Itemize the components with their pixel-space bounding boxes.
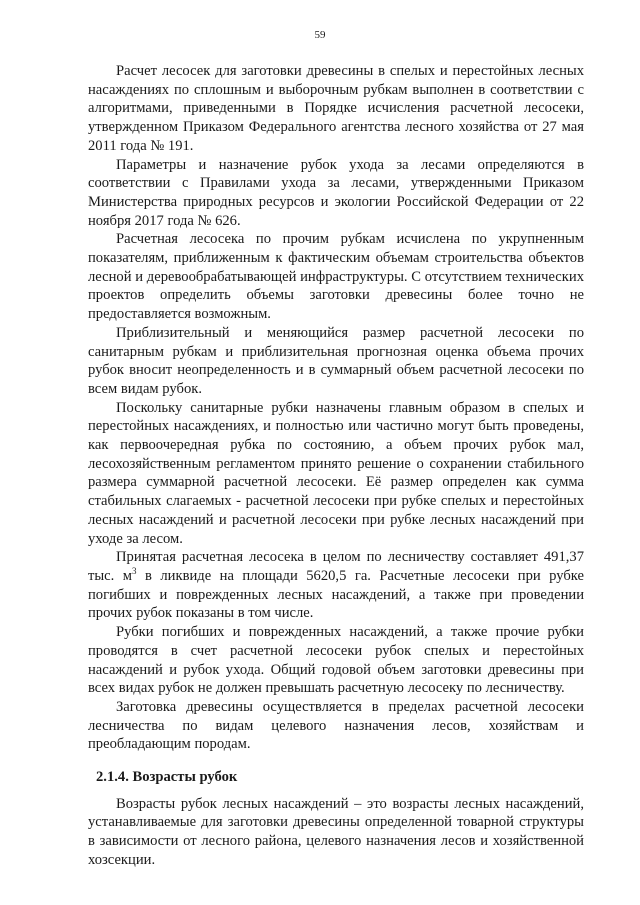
paragraph-care-felling-parameters: Параметры и назначение рубок ухода за лесами определяются в соответствии с Правилами ухода за лесами, утвержденными Приказом Министерства природных ресурсов и экологии Российской Федерации от 22 ноября 2017 года № 626. — [88, 156, 584, 229]
section-heading: 2.1.4. Возрасты рубок — [96, 769, 238, 786]
paragraph-stable-size: Поскольку санитарные рубки назначены главным образом в спелых и перестойных насаждениях, и полностью или частично могут быть проведены, как первоочередная рубка по состоянию, а объем прочих рубок мал, лесохозяйственным регламентом принято решение о сохранении стабильного размера суммарной расчетной лесосеки. Её размер определен как сумма стабильных слагаемых - расчетной лесосеки при рубке спелых и перестойных лесных насаждений и расчетной лесосеки при рубке лесных насаждений при уходе за лесом. — [88, 399, 584, 547]
paragraph-harvest-limits: Заготовка древесины осуществляется в пределах расчетной лесосеки лесничества по видам целевого назначения лесов, хозяйствам и преобладающим породам. — [88, 698, 584, 753]
volume-text-before: Принятая расчетная лесосека в целом по лесничеству составляет 491,37 тыс. м — [88, 549, 584, 584]
paragraph-lesoseka-calculation: Расчет лесосек для заготовки древесины в спелых и перестойных лесных насаждениях по сплошным и выборочным рубкам выполнен в соответствии с алгоритмами, приведенными в Порядке исчисления расчетной лесосеки, утвержденном Приказом Федерального агентства лесного хозяйства от 27 мая 2011 года № 191. — [88, 63, 584, 154]
volume-unit-superscript: 3 — [132, 566, 137, 577]
paragraph-accepted-volume — [88, 548, 584, 623]
paragraph-other-felling: Расчетная лесосека по прочим рубкам исчислена по укрупненным показателям, приближенным к фактическим объемам строительства объектов лесной и деревообрабатывающей инфраструктуры. С отсутствием технических проектов определить объемы заготовки древесины более точно не предоставляется возможным. — [88, 231, 584, 323]
paragraph-damaged-stands: Рубки погибших и поврежденных насаждений, а также прочие рубки проводятся в счет расчетной лесосеки рубок спелых и перестойных насаждений и рубок ухода. Общий годовой объем заготовки древесины при всех видах рубок не должен превышать расчетную лесосеку по лесничеству. — [88, 624, 584, 697]
paragraph-sanitary-uncertainty: Приблизительный и меняющийся размер расчетной лесосеки по санитарным рубкам и приблизительная прогнозная оценка объема прочих рубок вносит неопределенность и в суммарный объем расчетной лесосеки по всем видам рубок. — [88, 324, 584, 397]
paragraph-felling-ages: Возрасты рубок лесных насаждений – это возрасты лесных насаждений, устанавливаемые для заготовки древесины определенной товарной структуры в зависимости от лесного района, целевого назначения лесов и хозяйственной хозсекции. — [88, 795, 584, 868]
page-number: 59 — [314, 29, 326, 41]
document-body — [88, 62, 584, 870]
volume-text-after: в ликвиде на площади 5620,5 га. Расчетные лесосеки при рубке погибших и поврежденных лесных насаждений, а также при проведении прочих рубок показаны в том числе. — [88, 567, 584, 622]
